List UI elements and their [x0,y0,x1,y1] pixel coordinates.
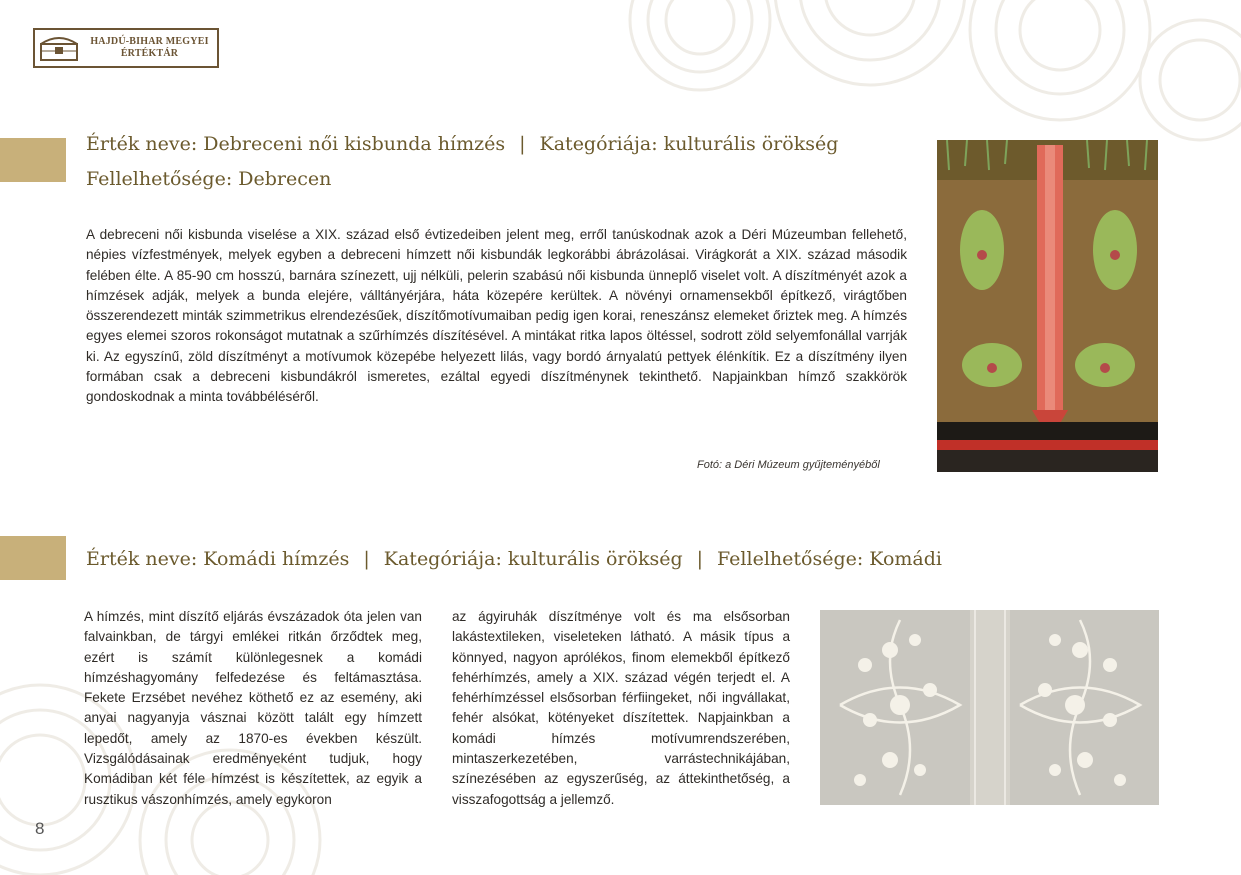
section-1-heading [86,133,838,155]
section-2-name: Érték neve: Komádi hímzés [86,548,350,570]
section-1-location: Fellelhetősége: Debrecen [86,168,332,190]
komadi-embroidery-photo [820,610,1159,805]
heading-separator: | [363,548,370,570]
section-1-category: Kategóriája: kulturális örökség [539,133,839,155]
section-2-heading [86,548,942,570]
treasure-chest-icon [38,33,82,63]
section-2-location: Fellelhetősége: Komádi [717,548,942,570]
section-1-name: Érték neve: Debreceni női kisbunda hímzés [86,133,506,155]
logo-line-2: ÉRTÉKTÁR [120,48,179,59]
heading-separator: | [696,548,704,570]
section-1-marker [0,138,66,182]
brand-logo [33,28,219,68]
brand-logo-text [82,36,217,60]
heading-separator: | [519,133,526,155]
section-2-column-2: az ágyiruhák díszítménye volt és ma elsősorban lakástextileken, viseleteken látható. A másik típus a könnyed, nagyon aprólékos, finom elemekből építkező fehérhímzés, amely a XIX. század végén terjedt el. A fehérhímzéssel elsősorban férfiingeket, női ingvállakat, fehér alsókat, kötényeket díszítettek. Napjainkban a komádi hímzés motívumrendszerében, mintaszerkezetében, varrástechnikájában, színezésében az egyszerűség, az áttekinthetőség, a visszafogottság a jellemző. [452,609,790,807]
logo-line-1: HAJDÚ-BIHAR MEGYEI [90,36,209,47]
page-number: 8 [35,819,45,838]
photo-caption: Fotó: a Déri Múzeum gyűjteményéből [697,459,880,471]
kisbunda-photo [937,140,1158,472]
section-1-body: A debreceni női kisbunda viselése a XIX. század első évtizedeiben jelent meg, erről tanúskodnak azok a Déri Múzeumban fellehető, népies vízfestmények, melyek egyben a debreceni hímzett női kisbundák legkorábbi ábrázolásai. Virágkorát a XIX. század második felében élte. A 85-90 cm hosszú, barnára színezett, ujj nélküli, pelerin szabású női kisbunda ünneplő viselet volt. A díszítményét azok a hímzések adják, melyek a bunda elejére, válltányérjára, háta közepére kerültek. A növényi ornamensekből építkező, virágtőben összerendezett minták szimmetrikus elrendezésűek, díszítőmotívumaiban pedig igen korai, reneszánsz elemeket őriztek meg. A hímzés egyes elemei szoros rokonságot mutatnak a szűrhímzés díszítésével. A mintákat ritka lapos öltéssel, sodrott zöld selyemfonállal varrják ki. Az egyszínű, zöld díszítményt a motívumok közepébe helyezett lilás, vagy bordó árnyalatú pettyek élénkítik. Ez a díszítmény ilyen formában csak a debreceni kisbundákról ismeretes, ezáltal egyedi díszítménynek tekinthető. Napjainkban hímző szakkörök gondoskodnak a minta továbbéléséről. [86,227,907,405]
section-2-marker [0,536,66,580]
section-2-category: Kategóriája: kulturális örökség [383,548,683,570]
section-2-column-1: A hímzés, mint díszítő eljárás évszázadok óta jelen van falvainkban, de tárgyi emlékei ritkán őrződtek meg, ezért is számít különlegesnek a komádi hímzéshagyomány felfedezése és feltámasztása. Fekete Erzsébet nevéhez köthető ez az esemény, aki anyai nagyanyja vásznai között talált egy hímzett lepedőt, amely az 1870-es években készült. Vizsgálódásainak eredményeként tudjuk, hogy Komádiban két féle hímzést is készítettek, az egyik a rusztikus vászonhímzés, amely egykoron [84,609,422,807]
lace-ornament-top-right [540,0,1241,150]
